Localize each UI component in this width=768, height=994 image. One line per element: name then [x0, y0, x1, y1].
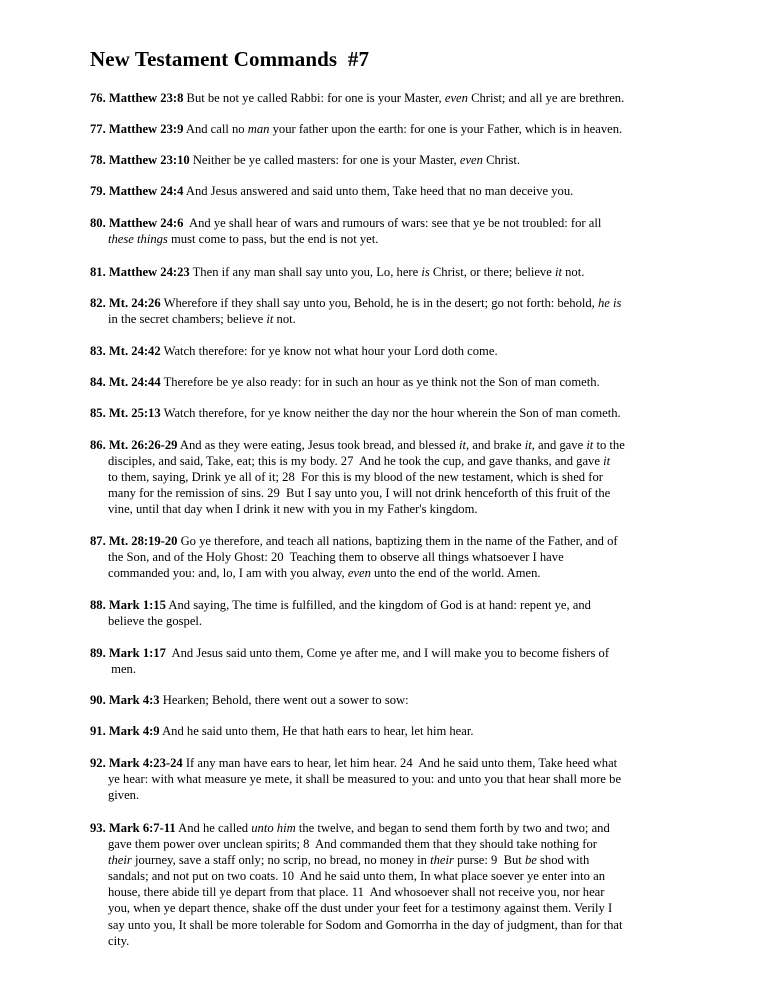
command-entry: [90, 343, 690, 359]
verse-reference: 90. Mark 4:3: [90, 693, 160, 707]
verse-text: Neither be ye called masters: for one is your Master,: [189, 153, 460, 167]
verse-italic-text: their: [430, 853, 454, 868]
verse-reference: 92. Mark 4:23-24: [90, 756, 183, 770]
verse-text: shod with: [536, 853, 590, 868]
verse-text: to the: [593, 438, 625, 452]
verse-text: And he said unto them, He that hath ears to hear, let him hear.: [159, 724, 474, 738]
entry-line: [90, 565, 690, 581]
entry-line: [90, 933, 690, 949]
verse-text: ye hear: with what measure ye mete, it shall be measured to you: and unto you that hear shall more be: [108, 772, 622, 787]
verse-text: sandals; and not put on two coats. 10 And he said unto them, In what place soever ye enter into an: [108, 869, 605, 884]
entry-line: [90, 692, 690, 708]
command-entry: [90, 645, 690, 677]
verse-reference: 86. Mt. 26:26-29: [90, 438, 178, 452]
verse-text: to them, saying, Drink ye all of it; 28 For this is my blood of the new testament, which is shed for: [108, 470, 603, 485]
entry-line: [90, 183, 690, 199]
entry-line: [90, 231, 690, 247]
command-entry: [90, 264, 690, 280]
command-entry: [90, 597, 690, 629]
command-entry: [90, 90, 690, 106]
verse-reference: 85. Mt. 25:13: [90, 406, 161, 420]
command-entry: [90, 755, 690, 803]
verse-text: gave them power over unclean spirits; 8 And commanded them that they should take nothing for: [108, 837, 597, 852]
entry-line: [90, 533, 690, 549]
verse-text: your father upon the earth: for one is your Father, which is in heaven.: [269, 122, 623, 136]
command-entry: [90, 723, 690, 739]
verse-text: And Jesus answered and said unto them, Take heed that no man deceive you.: [183, 184, 574, 198]
verse-italic-text: these things: [108, 232, 168, 247]
verse-text: commanded you: and, lo, I am with you alway,: [108, 566, 348, 581]
verse-reference: 88. Mark 1:15: [90, 598, 166, 612]
entry-line: [90, 917, 690, 933]
verse-text: and gave: [534, 438, 587, 452]
verse-text: But be not ye called Rabbi: for one is your Master,: [183, 91, 445, 105]
command-entry: [90, 121, 690, 137]
verse-italic-text: it,: [524, 438, 535, 452]
verse-text: journey, save a staff only; no scrip, no bread, no money in: [131, 853, 431, 868]
command-entry: [90, 437, 690, 517]
verse-reference: 83. Mt. 24:42: [90, 344, 161, 358]
verse-text: And call no: [183, 122, 248, 136]
verse-text: you, when ye depart thence, shake off the dust under your feet for a testimony against them. Verily I: [108, 901, 613, 916]
entry-line: [90, 152, 690, 168]
verse-text: city.: [108, 933, 130, 948]
entry-line: [90, 215, 690, 231]
command-entry: [90, 215, 690, 247]
verse-text: Christ, or there; believe: [429, 265, 555, 279]
verse-text: And saying, The time is fulfilled, and the kingdom of God is at hand: repent ye, and: [165, 598, 591, 612]
entry-line: [90, 549, 690, 565]
verse-italic-text: even: [444, 91, 468, 105]
verse-text: Therefore be ye also ready: for in such an hour as ye think not the Son of man cometh.: [160, 375, 600, 389]
verse-text: not.: [561, 265, 585, 279]
verse-reference: 82. Mt. 24:26: [90, 296, 161, 310]
command-entry: [90, 295, 690, 327]
entry-line: [90, 469, 690, 485]
entry-line: [90, 485, 690, 501]
entry-line: [90, 645, 690, 661]
verse-italic-text: man: [247, 122, 270, 136]
verse-text: the twelve, and began to send them forth by two and two; and: [295, 821, 610, 835]
verse-italic-text: even: [459, 153, 483, 167]
verse-reference: 79. Matthew 24:4: [90, 184, 184, 198]
entry-line: [90, 597, 690, 613]
entry-line: [90, 868, 690, 884]
verse-text: Wherefore if they shall say unto you, Behold, he is in the desert; go not forth: behold,: [160, 296, 598, 310]
entry-line: [90, 311, 690, 327]
verse-text: unto the end of the world. Amen.: [370, 566, 541, 581]
verse-text: And he called: [175, 821, 252, 835]
entry-line: [90, 121, 690, 137]
page-title: New Testament Commands #7: [90, 47, 370, 71]
verse-text: Christ.: [482, 153, 521, 167]
verse-reference: 81. Matthew 24:23: [90, 265, 190, 279]
entry-line: [90, 820, 690, 836]
verse-reference: 91. Mark 4:9: [90, 724, 160, 738]
entry-line: [90, 836, 690, 852]
verse-text: the Son, and of the Holy Ghost: 20 Teaching them to observe all things whatsoever I have: [108, 550, 564, 565]
verse-reference: 93. Mark 6:7-11: [90, 821, 176, 835]
verse-italic-text: it,: [458, 438, 470, 452]
verse-text: believe the gospel.: [108, 614, 203, 629]
command-entry: [90, 692, 690, 708]
verse-text: If any man have ears to hear, let him hear. 24 And he said unto them, Take heed what: [182, 756, 618, 770]
verse-text: in the secret chambers; believe: [108, 312, 267, 327]
entry-line: [90, 852, 690, 868]
entry-line: [90, 771, 690, 787]
verse-reference: 89. Mark 1:17: [90, 646, 166, 660]
verse-text: Watch therefore: for ye know not what hour your Lord doth come.: [160, 344, 498, 358]
verse-text: And Jesus said unto them, Come ye after me, and I will make you to become fishers of: [165, 646, 610, 660]
verse-text: vine, until that day when I drink it new with you in my Father's kingdom.: [108, 502, 478, 517]
verse-text: Watch therefore, for ye know neither the day nor the hour wherein the Son of man cometh.: [160, 406, 621, 420]
verse-italic-text: their: [108, 853, 132, 868]
entry-line: [90, 661, 690, 677]
verse-reference: 78. Matthew 23:10: [90, 153, 190, 167]
verse-italic-text: it: [266, 312, 274, 327]
verse-italic-text: even: [347, 566, 371, 581]
entry-line: [90, 613, 690, 629]
verse-italic-text: unto him: [251, 821, 296, 835]
command-entry: [90, 405, 690, 421]
verse-text: given.: [108, 788, 140, 803]
verse-italic-text: it: [603, 454, 611, 469]
verse-text: And as they were eating, Jesus took bread, and blessed: [177, 438, 459, 452]
command-entry: [90, 152, 690, 168]
entry-line: [90, 264, 690, 280]
verse-text: Christ; and all ye are brethren.: [467, 91, 625, 105]
command-entry: [90, 820, 690, 949]
verse-text: men.: [108, 662, 136, 677]
verse-italic-text: it: [554, 265, 562, 279]
verse-text: house, there abide till ye depart from that place. 11 And whosoever shall not receive you, nor hear: [108, 885, 605, 900]
verse-reference: 77. Matthew 23:9: [90, 122, 184, 136]
verse-text: many for the remission of sins. 29 But I say unto you, I will not drink henceforth of this fruit of the: [108, 486, 611, 501]
verse-reference: 84. Mt. 24:44: [90, 375, 161, 389]
entry-line: [90, 405, 690, 421]
verse-italic-text: be: [524, 853, 537, 868]
command-entry: [90, 183, 690, 199]
verse-italic-text: he is: [597, 296, 622, 310]
entry-line: [90, 884, 690, 900]
verse-text: must come to pass, but the end is not yet.: [167, 232, 379, 247]
entry-line: [90, 755, 690, 771]
verse-italic-text: it: [586, 438, 594, 452]
verse-text: And ye shall hear of wars and rumours of wars: see that ye be not troubled: for all: [183, 216, 602, 230]
verse-text: Go ye therefore, and teach all nations, baptizing them in the name of the Father, and of: [177, 534, 618, 548]
entry-line: [90, 723, 690, 739]
verse-reference: 87. Mt. 28:19-20: [90, 534, 178, 548]
verse-reference: 80. Matthew 24:6: [90, 216, 184, 230]
entry-line: [90, 90, 690, 106]
entry-line: [90, 295, 690, 311]
verse-text: purse: 9 But: [453, 853, 525, 868]
verse-text: disciples, and said, Take, eat; this is my body. 27 And he took the cup, and gave thanks, and gave: [108, 454, 604, 469]
entry-line: [90, 437, 690, 453]
verse-italic-text: is: [421, 265, 430, 279]
verse-text: not.: [273, 312, 296, 327]
entry-line: [90, 374, 690, 390]
entry-line: [90, 343, 690, 359]
verse-text: say unto you, It shall be more tolerable for Sodom and Gomorrha in the day of judgment, than for that: [108, 917, 623, 932]
verse-text: Then if any man shall say unto you, Lo, here: [189, 265, 422, 279]
entry-line: [90, 453, 690, 469]
entry-line: [90, 900, 690, 916]
verse-reference: 76. Matthew 23:8: [90, 91, 184, 105]
command-entry: [90, 533, 690, 581]
verse-text: Hearken; Behold, there went out a sower to sow:: [159, 693, 409, 707]
command-entry: [90, 374, 690, 390]
entry-line: [90, 787, 690, 803]
entry-line: [90, 501, 690, 517]
verse-text: and brake: [469, 438, 525, 452]
